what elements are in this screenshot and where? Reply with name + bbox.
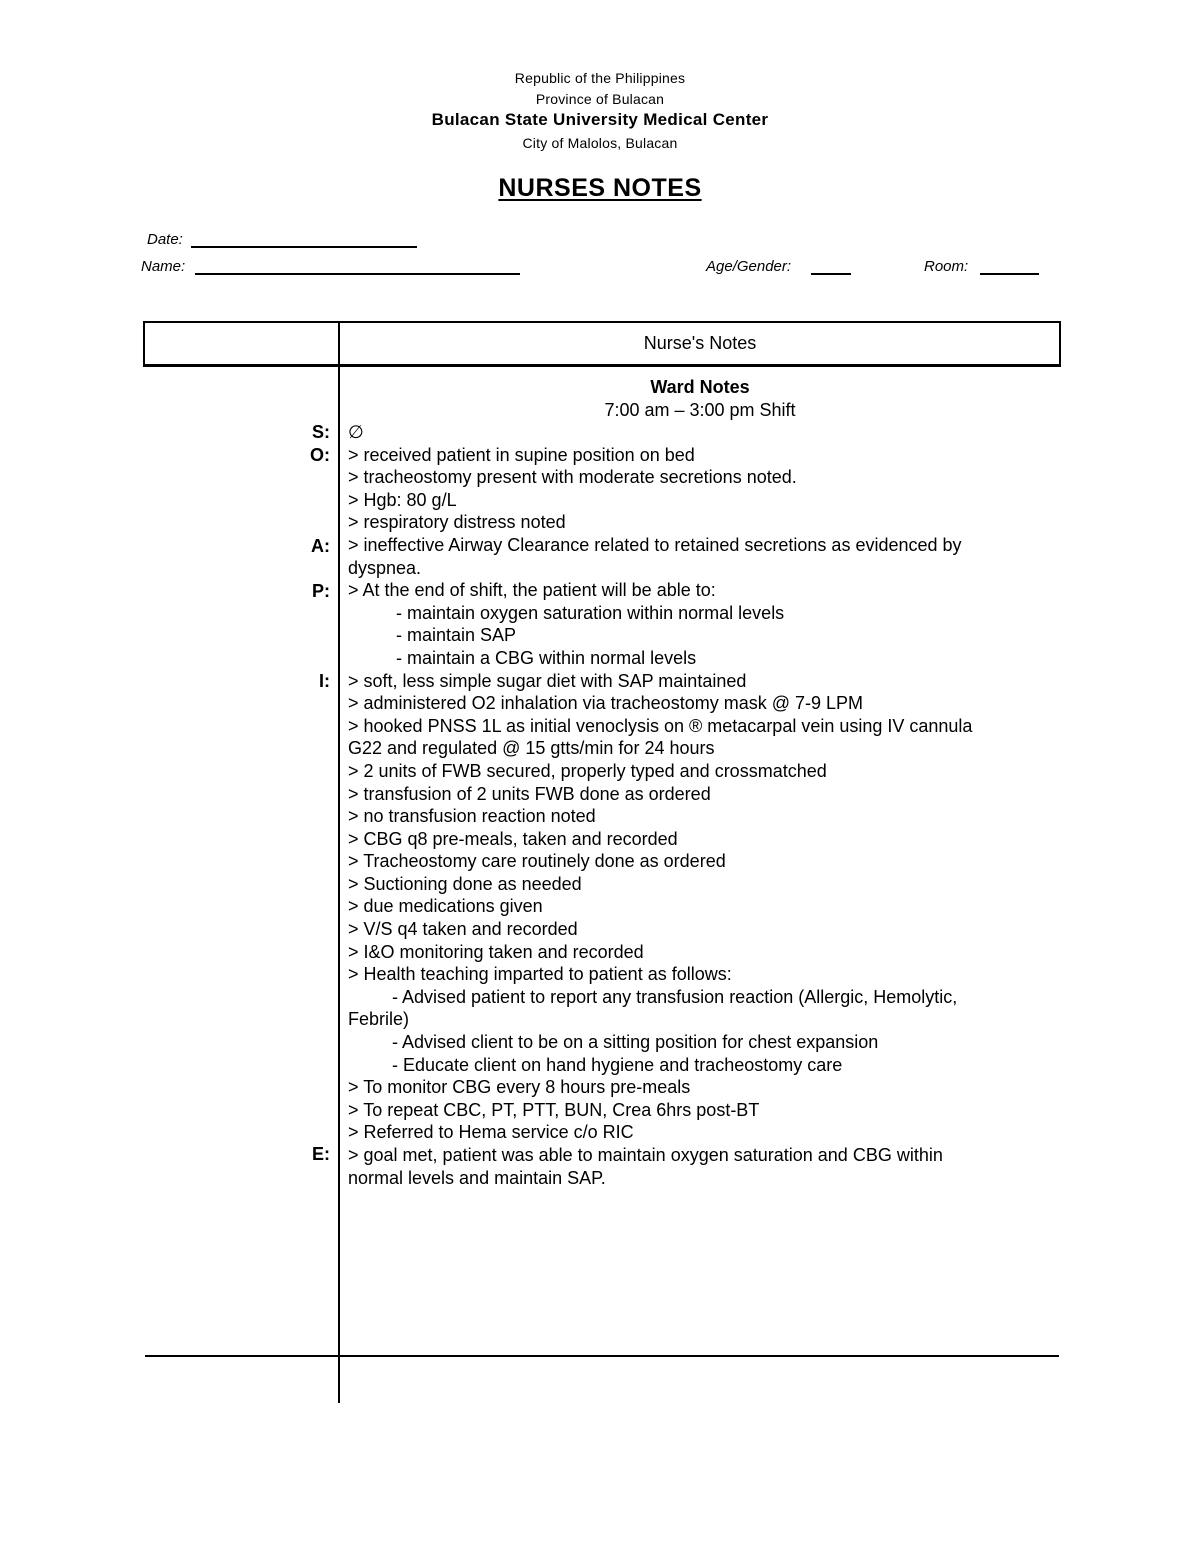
note-line: > received patient in supine position on bed	[348, 444, 695, 465]
date-field-line	[191, 246, 417, 248]
note-line: > Referred to Hema service c/o RIC	[348, 1122, 634, 1143]
shift-subheading: 7:00 am – 3:00 pm Shift	[604, 400, 796, 420]
note-line: ∅	[348, 422, 364, 442]
note-line: > Tracheostomy care routinely done as ordered	[348, 851, 726, 872]
city-heading: City of Malolos, Bulacan	[522, 135, 678, 151]
assessment-label: A:	[311, 536, 330, 556]
table-header-bottom-border	[143, 364, 1061, 367]
name-field-line	[195, 273, 520, 275]
note-line: > due medications given	[348, 896, 543, 917]
note-line: > V/S q4 taken and recorded	[348, 919, 578, 940]
table-left-border	[143, 321, 145, 365]
note-line: > administered O2 inhalation via tracheostomy mask @ 7-9 LPM	[348, 693, 864, 714]
table-top-border	[143, 321, 1061, 323]
evaluation-label: E:	[312, 1144, 330, 1164]
note-line: > CBG q8 pre-meals, taken and recorded	[348, 828, 678, 849]
objective-label: O:	[310, 445, 330, 465]
note-line: > hooked PNSS 1L as initial venoclysis on ® metacarpal vein using IV cannula	[348, 715, 973, 736]
note-line: > 2 units of FWB secured, properly typed and crossmatched	[348, 760, 827, 781]
note-line: - maintain SAP	[396, 625, 517, 646]
note-line: normal levels and maintain SAP.	[348, 1167, 606, 1188]
note-line: - Advised patient to report any transfusion reaction (Allergic, Hemolytic,	[392, 986, 958, 1007]
document-title: NURSES NOTES	[498, 174, 702, 202]
note-line: > Health teaching imparted to patient as follows:	[348, 964, 732, 985]
note-line: - maintain oxygen saturation within normal levels	[396, 602, 785, 623]
subjective-label: S:	[312, 422, 330, 442]
nurses-notes-column-header: Nurse's Notes	[643, 333, 757, 353]
note-line: > tracheostomy present with moderate secretions noted.	[348, 467, 797, 488]
note-line: > respiratory distress noted	[348, 512, 566, 533]
note-line: > no transfusion reaction noted	[348, 806, 596, 827]
note-line: - Advised client to be on a sitting position for chest expansion	[392, 1032, 879, 1053]
room-field-line	[980, 273, 1039, 275]
table-bottom-border	[145, 1355, 1059, 1357]
note-line: - maintain a CBG within normal levels	[396, 647, 697, 668]
planning-label: P:	[312, 581, 330, 601]
note-line: > To monitor CBG every 8 hours pre-meals	[348, 1077, 691, 1098]
name-label: Name:	[141, 258, 186, 275]
note-line: > ineffective Airway Clearance related to retained secretions as evidenced by	[348, 534, 962, 555]
note-line: > Hgb: 80 g/L	[348, 489, 457, 510]
country-heading: Republic of the Philippines	[514, 70, 686, 86]
note-line: > soft, less simple sugar diet with SAP maintained	[348, 670, 747, 691]
notes-body	[348, 421, 1048, 1189]
intervention-label: I:	[319, 671, 330, 691]
age-gender-field-line	[811, 273, 851, 275]
note-line: > transfusion of 2 units FWB done as ordered	[348, 783, 711, 804]
note-line: > goal met, patient was able to maintain oxygen saturation and CBG within	[348, 1145, 943, 1165]
age-gender-label: Age/Gender:	[706, 258, 792, 275]
note-line: dyspnea.	[348, 557, 422, 578]
institution-heading: Bulacan State University Medical Center	[431, 110, 769, 129]
date-label: Date:	[147, 231, 183, 248]
note-line: G22 and regulated @ 15 gtts/min for 24 hours	[348, 738, 715, 759]
note-line: > At the end of shift, the patient will be able to:	[348, 580, 716, 601]
note-line: > To repeat CBC, PT, PTT, BUN, Crea 6hrs post-BT	[348, 1099, 760, 1120]
note-line: - Educate client on hand hygiene and tracheostomy care	[392, 1054, 843, 1075]
table-column-divider	[338, 321, 340, 1403]
note-line: > I&O monitoring taken and recorded	[348, 941, 644, 962]
note-line: Febrile)	[348, 1009, 410, 1030]
province-heading: Province of Bulacan	[535, 91, 665, 107]
ward-notes-heading: Ward Notes	[650, 377, 750, 397]
room-label: Room:	[924, 258, 969, 275]
note-line: > Suctioning done as needed	[348, 873, 582, 894]
